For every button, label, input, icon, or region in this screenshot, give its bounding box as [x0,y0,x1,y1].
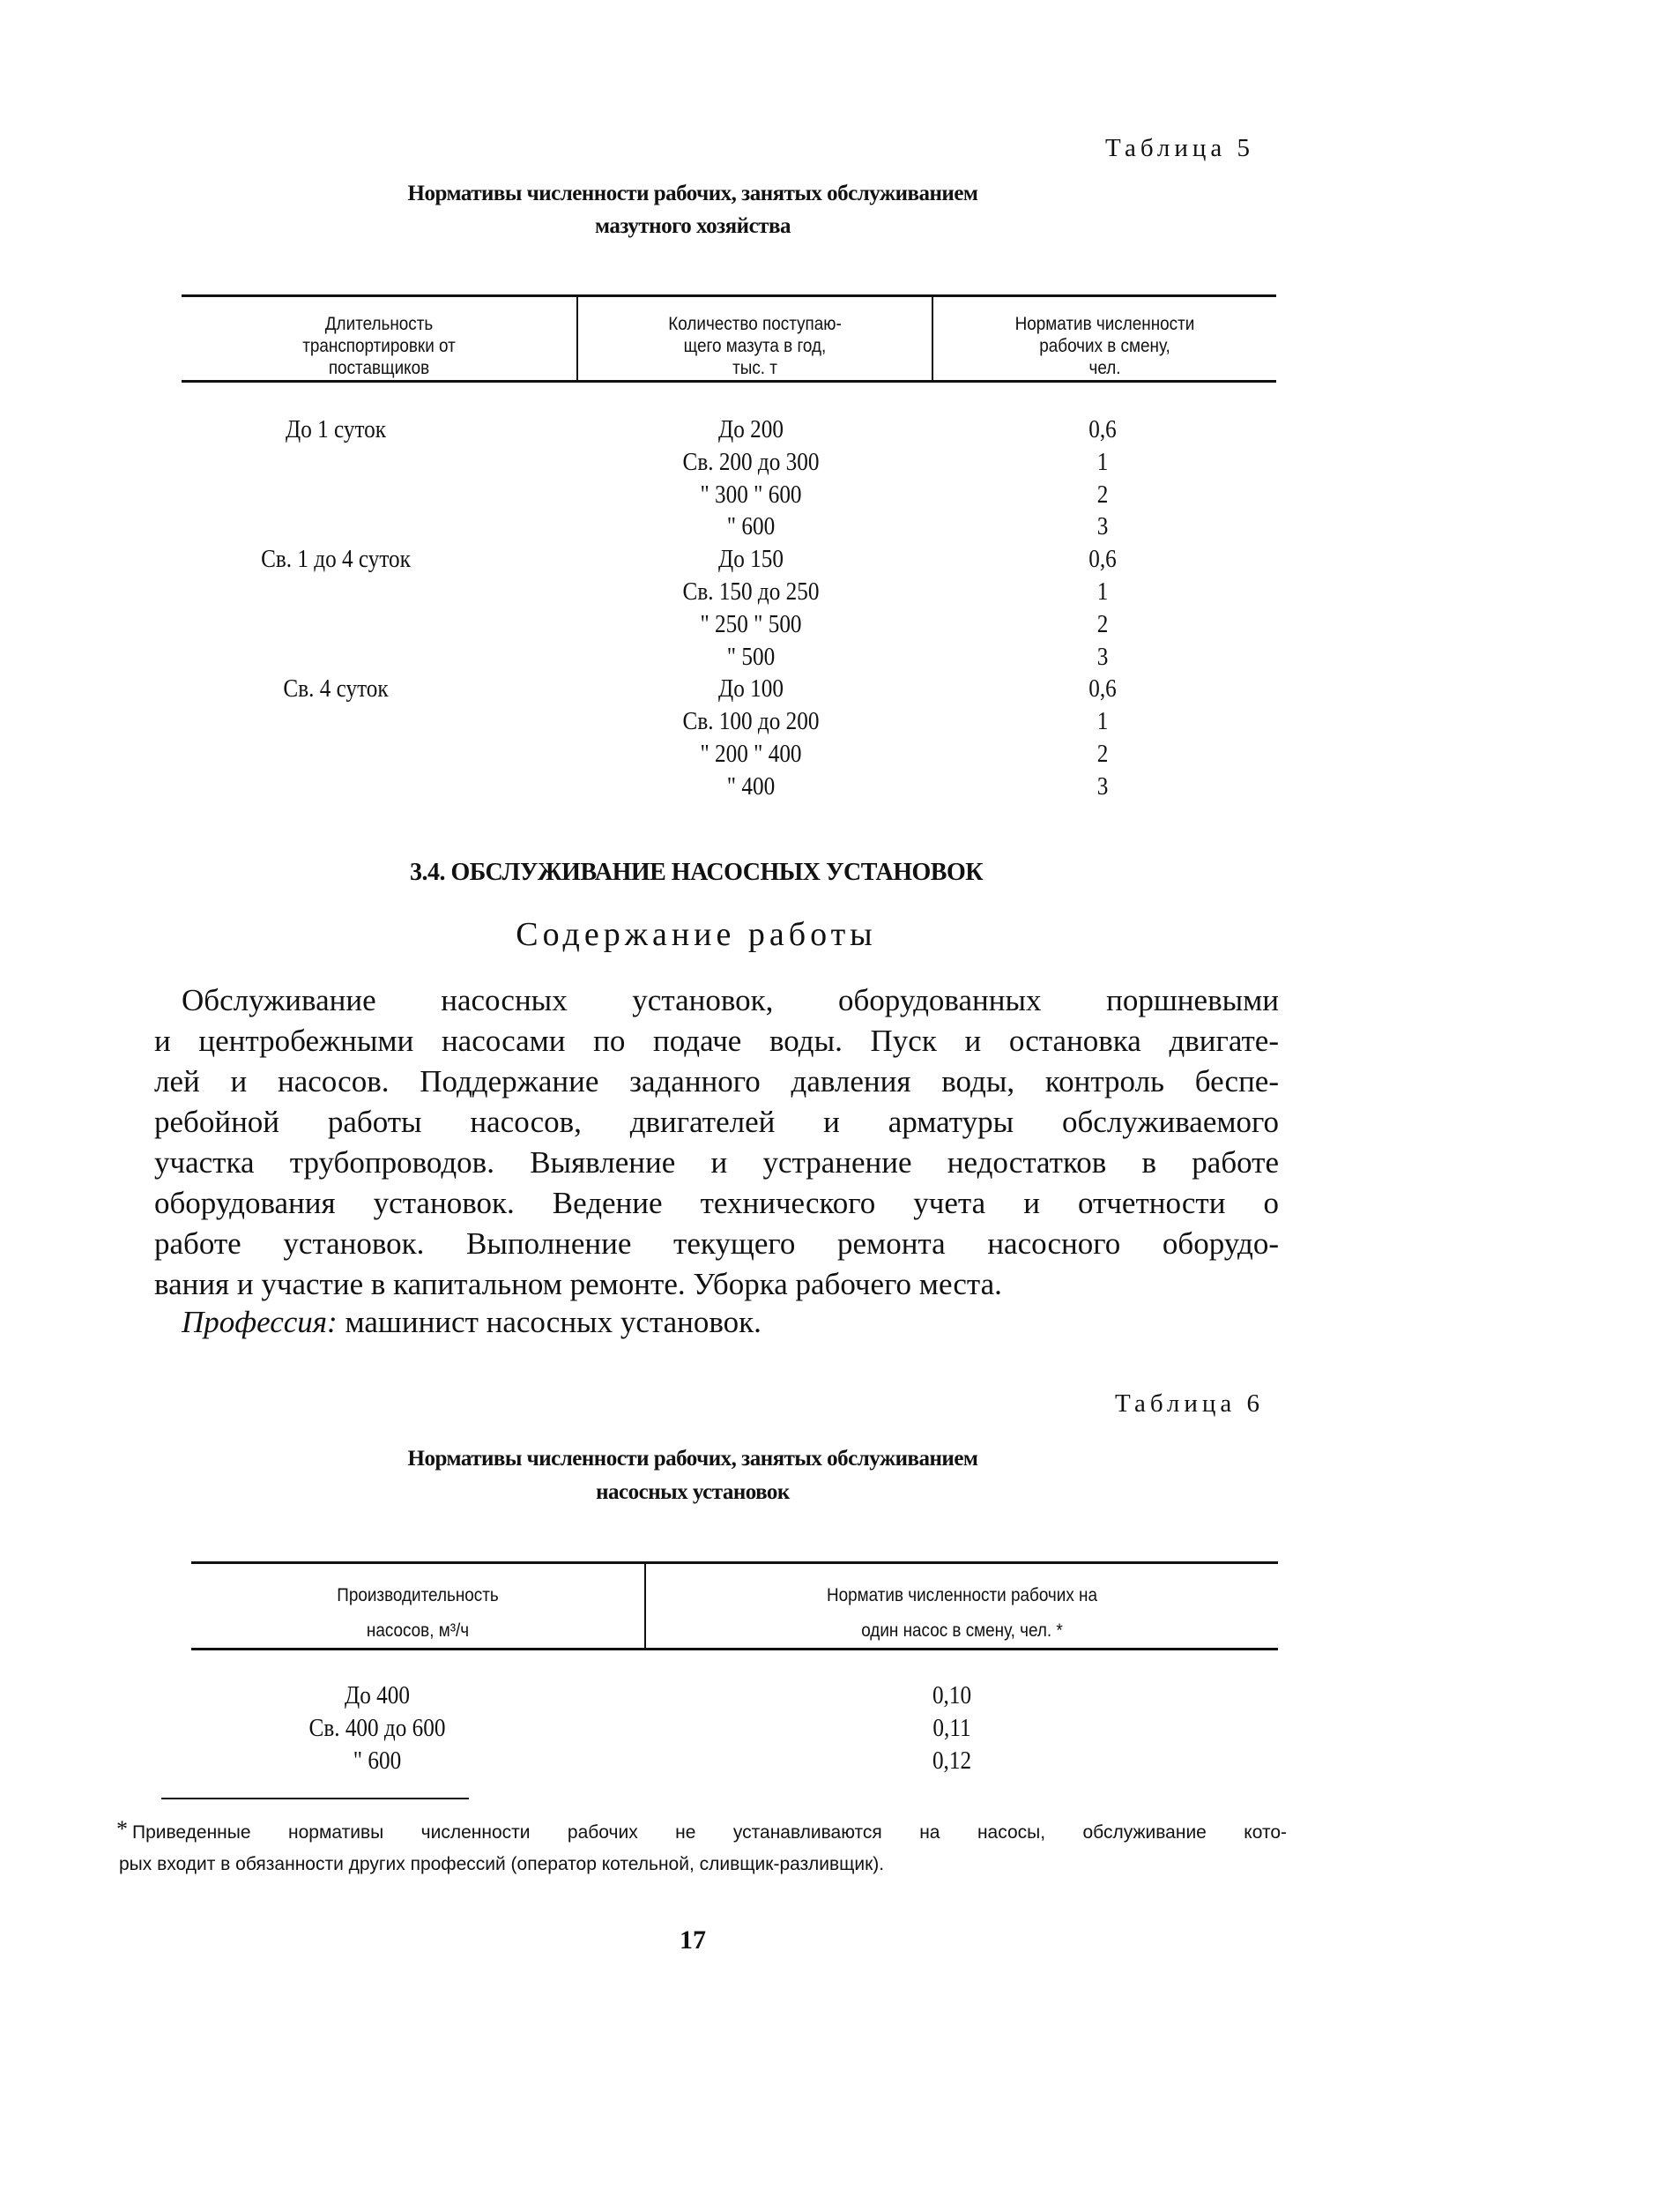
table5-cell-amount: До 200 [718,416,784,443]
paragraph-line: оборудования установок. Ведение технического учета и отчетности о [154,1186,1279,1220]
paragraph-line: и центробежными насосами по подаче воды. Пуск и остановка двигате- [154,1024,1279,1058]
table5-cell-amount: Св. 150 до 250 [682,578,820,606]
table6-cell-capacity: До 400 [345,1682,410,1709]
header-line: поставщиков [328,358,430,378]
table5-cell-amount: " 400 [726,772,776,801]
header-line: щего мазута в год, [683,336,827,356]
table5-cell-norm: 2 [1096,480,1109,509]
table6-cell-norm: 0,12 [932,1747,972,1775]
table6-top-rule [191,1561,1278,1564]
paragraph-line: Обслуживание насосных установок, оборудованных поршневыми [182,983,1279,1017]
profession-value: машинист насосных установок. [337,1305,761,1339]
table5-cell-amount: Св. 200 до 300 [682,448,820,476]
table6-cell-norm: 0,10 [932,1682,972,1709]
table6-header-capacity [214,1578,622,1649]
table5-cell-duration: До 1 суток [286,416,386,443]
table5-header-rule [182,380,1276,383]
table6-header-norm [678,1578,1246,1649]
table5-cell-norm: 0,6 [1088,416,1117,443]
table5-cell-duration: Св. 4 суток [283,675,389,704]
table5-header-duration [201,313,556,379]
table5-title-line2: мазутного хозяйства [595,214,791,238]
table6-label: Таблица 6 [1115,1389,1265,1418]
table5-cell-amount: " 250 " 500 [700,610,802,638]
profession-label: Профессия: [182,1305,338,1339]
table5-cell-amount: " 200 " 400 [700,741,802,768]
table5-cell-norm: 2 [1096,741,1109,768]
table5-header-norm [950,313,1259,379]
header-line: рабочих в смену, [1039,336,1170,356]
table5-cell-norm: 0,6 [1088,546,1117,574]
table6-cell-capacity: " 600 [353,1747,402,1775]
footnote-rule [161,1798,469,1799]
header-line: один насос в смену, чел. * [861,1620,1063,1641]
table6-cell-norm: 0,11 [932,1714,971,1742]
table5-cell-amount: Св. 100 до 200 [682,708,820,736]
table5-cell-amount: " 300 " 600 [700,480,802,509]
table5-cell-norm: 3 [1096,772,1109,801]
section-subheading: Содержание работы [516,916,877,953]
table5-col-divider [576,296,578,381]
footnote-line2: рых входит в обязанности других профессий (оператор котельной, сливщик-разливщик). [119,1854,885,1874]
table6-title-line1: Нормативы численности рабочих, занятых обслуживанием [407,1447,978,1471]
table5-label: Таблица 5 [1105,134,1255,162]
table5-top-rule [182,294,1276,297]
header-line: тыс. т [732,358,777,378]
paragraph-line: ребойной работы насосов, двигателей и арматуры обслуживаемого [154,1105,1279,1139]
table5-cell-norm: 2 [1096,610,1109,638]
table5-cell-amount: " 600 [726,513,776,541]
table5-cell-norm: 3 [1096,643,1109,671]
table5-cell-norm: 1 [1096,708,1109,736]
table5-cell-amount: " 500 [726,643,776,671]
table5-cell-duration: Св. 1 до 4 суток [261,546,411,574]
table5-cell-amount: До 150 [718,546,784,574]
table6-cell-capacity: Св. 400 до 600 [308,1714,446,1742]
header-line: Производительность [337,1585,499,1605]
table5-cell-norm: 0,6 [1088,675,1117,704]
profession-line [182,1305,761,1340]
paragraph-line: работе установок. Выполнение текущего ремонта насосного оборудо- [154,1226,1279,1261]
header-line: насосов, м³/ч [366,1620,470,1641]
table6-title-line2: насосных установок [596,1480,790,1504]
header-line: Количество поступаю- [668,314,842,334]
header-line: Длительность [324,314,434,334]
header-line: Норматив численности [1014,314,1195,334]
table5-cell-norm: 1 [1096,578,1109,606]
header-line: Норматив численности рабочих на [827,1585,1097,1605]
table6-col-divider [644,1563,646,1649]
section-heading: 3.4. ОБСЛУЖИВАНИЕ НАСОСНЫХ УСТАНОВОК [409,859,984,886]
paragraph-line: лей и насосов. Поддержание заданного давления воды, контроль беспе- [154,1064,1279,1099]
table5-title-line1: Нормативы численности рабочих, занятых обслуживанием [407,182,978,205]
table5-header-amount [596,313,914,379]
table5-cell-norm: 3 [1096,513,1109,541]
page-number: 17 [680,1925,706,1955]
footnote-mark: * [116,1816,128,1842]
table5-col-divider [932,296,933,381]
paragraph-line: участка трубопроводов. Выявление и устранение недостатков в работе [154,1145,1279,1180]
table5-cell-norm: 1 [1096,448,1109,476]
footnote-line1: Приведенные нормативы численности рабочих не устанавливаются на насосы, обслуживание кото- [132,1822,1287,1843]
table5-cell-amount: До 100 [718,675,784,704]
paragraph-line: вания и участие в капитальном ремонте. Уборка рабочего места. [154,1267,1002,1301]
header-line: транспортировки от [302,336,456,356]
header-line: чел. [1088,358,1121,378]
